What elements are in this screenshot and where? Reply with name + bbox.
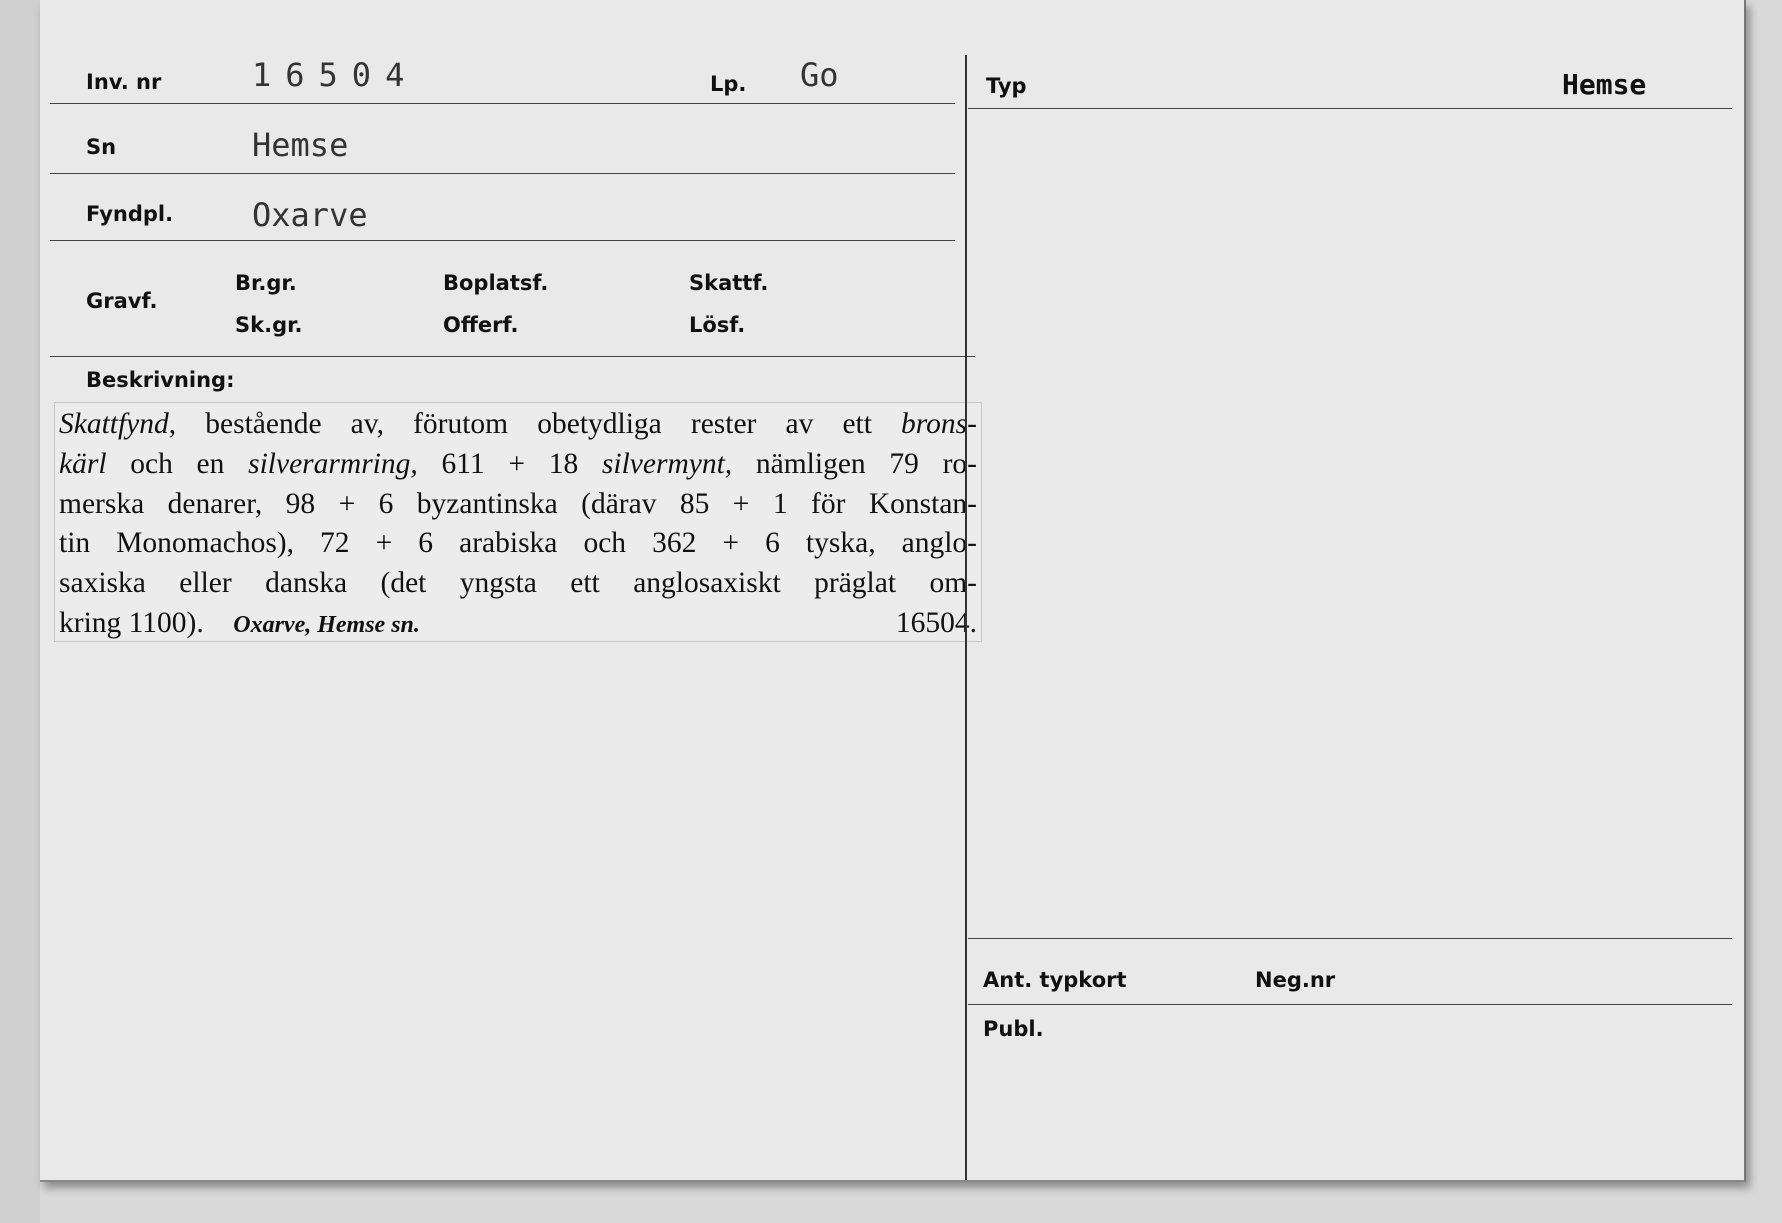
description-line-4: tin Monomachos), 72 + 6 arabiska och 362 + 6 tyska, anglo- <box>59 527 977 560</box>
inventory-ref: 16504. <box>895 606 977 639</box>
find-location: Oxarve, Hemse sn. <box>233 611 420 638</box>
skattf-label: Skattf. <box>689 271 769 295</box>
divider <box>50 103 955 104</box>
typ-value: Hemse <box>1562 68 1647 101</box>
lp-value: Go <box>800 56 839 94</box>
divider <box>50 240 955 241</box>
description-line-2: kärl och en silverarmring, 611 + 18 silvermynt, nämligen 79 ro- <box>59 447 977 480</box>
divider <box>968 938 1732 939</box>
boplatsf-label: Boplatsf. <box>443 271 549 295</box>
divider <box>968 108 1732 109</box>
fyndpl-value: Oxarve <box>252 196 368 234</box>
losf-label: Lösf. <box>689 313 746 337</box>
publ-label: Publ. <box>983 1017 1044 1041</box>
fyndpl-label: Fyndpl. <box>86 202 174 226</box>
description-line-6: kring 1100). Oxarve, Hemse sn. 16504. <box>59 604 977 646</box>
inv-nr-value: 16504 <box>252 56 419 94</box>
description-line-5: saxiska eller danska (det yngsta ett anglosaxiskt präglat om- <box>59 567 977 600</box>
ant-typkort-label: Ant. typkort <box>983 968 1127 992</box>
description-clipping <box>54 402 982 642</box>
scan-background <box>0 0 40 1223</box>
catalog-card <box>40 0 1746 1182</box>
beskrivning-label: Beskrivning: <box>86 368 235 392</box>
offerf-label: Offerf. <box>443 313 519 337</box>
typ-label: Typ <box>986 74 1027 98</box>
description-line-3: merska denarer, 98 + 6 byzantinska (därav 85 + 1 för Konstan- <box>59 487 977 520</box>
inv-nr-label: Inv. nr <box>86 70 162 94</box>
br-gr-label: Br.gr. <box>235 271 297 295</box>
neg-nr-label: Neg.nr <box>1255 968 1336 992</box>
lp-label: Lp. <box>710 72 747 96</box>
divider <box>50 173 955 174</box>
sn-label: Sn <box>86 135 117 159</box>
description-line-1: Skattfynd, bestående av, förutom obetydliga rester av ett brons- <box>59 408 977 440</box>
column-divider <box>965 55 967 1180</box>
gravf-label: Gravf. <box>86 289 158 313</box>
sn-value: Hemse <box>252 126 349 164</box>
divider <box>50 356 975 357</box>
divider <box>968 1004 1732 1005</box>
sk-gr-label: Sk.gr. <box>235 313 303 337</box>
